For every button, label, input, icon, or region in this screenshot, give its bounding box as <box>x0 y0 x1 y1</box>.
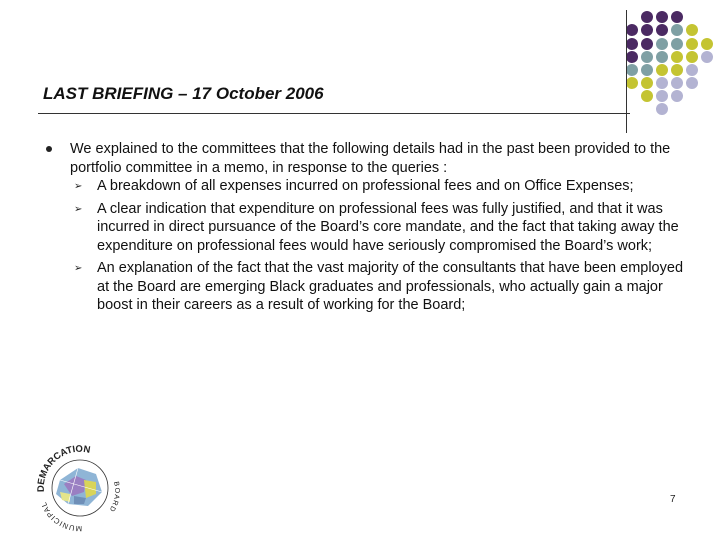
decor-dot <box>656 64 668 76</box>
vertical-divider <box>626 10 627 133</box>
decor-dot <box>656 77 668 89</box>
decor-dot <box>701 51 713 63</box>
decor-dot <box>656 38 668 50</box>
decor-dot <box>641 11 653 23</box>
decor-dot <box>641 77 653 89</box>
decor-dot <box>671 77 683 89</box>
decor-dot <box>686 64 698 76</box>
decor-dot <box>656 11 668 23</box>
logo-right-text: BOARD <box>107 481 121 514</box>
decor-dot <box>641 24 653 36</box>
decor-dot <box>686 77 698 89</box>
decor-dot <box>671 24 683 36</box>
arrow-bullet-icon: ➢ <box>74 203 83 215</box>
decor-dot <box>686 38 698 50</box>
page-number: 7 <box>670 494 676 505</box>
main-bullet <box>44 140 684 177</box>
decor-dot <box>656 24 668 36</box>
sub-bullet-text: A breakdown of all expenses incurred on professional fees and on Office Expenses; <box>97 178 634 194</box>
decor-dot <box>641 51 653 63</box>
main-bullet-text: We explained to the committees that the following details had in the past been provided to the portfolio committee in a memo, in response to the queries : <box>70 141 671 176</box>
decor-dot <box>671 64 683 76</box>
decor-dot <box>656 51 668 63</box>
decor-dot <box>671 38 683 50</box>
decor-dot <box>671 11 683 23</box>
demarcation-board-logo <box>30 440 130 532</box>
decor-dot <box>626 77 638 89</box>
sub-bullet-text: An explanation of the fact that the vast majority of the consultants that have been employed at the Board are emerging Black graduates and professionals, who actually gain a major boost in their careers as a result of working for the Board; <box>97 260 684 313</box>
slide-body <box>44 140 684 315</box>
logo-left-text: MUNICIPAL <box>38 500 83 532</box>
arrow-bullet-icon: ➢ <box>74 263 83 274</box>
decor-dot <box>626 51 638 63</box>
decor-dot <box>686 24 698 36</box>
sub-bullet-3 <box>44 259 684 315</box>
decor-dot <box>641 64 653 76</box>
decor-dot <box>686 51 698 63</box>
arrow-bullet-icon: ➢ <box>74 181 83 192</box>
sub-bullet-1 <box>44 177 684 196</box>
decorative-dot-grid <box>0 0 720 130</box>
decor-dot <box>626 38 638 50</box>
sub-bullet-text: A clear indication that expenditure on professional fees was fully justified, and that it was incurred in direct pursuance of the Board’s core mandate, and the fact that taking away the expenditure on professional fees would have seriously compromised the Board’s work; <box>97 200 679 254</box>
bullet-dot-icon <box>46 146 52 152</box>
decor-dot <box>641 90 653 102</box>
decor-dot <box>626 64 638 76</box>
title-underline <box>38 113 630 114</box>
sub-bullet-2 <box>44 200 684 256</box>
slide-title: LAST BRIEFING – 17 October 2006 <box>43 84 324 103</box>
logo-top-text: DEMARCATION <box>35 443 92 493</box>
decor-dot <box>641 38 653 50</box>
decor-dot <box>656 103 668 115</box>
decor-dot <box>626 24 638 36</box>
decor-dot <box>671 90 683 102</box>
decor-dot <box>671 51 683 63</box>
decor-dot <box>656 90 668 102</box>
decor-dot <box>701 38 713 50</box>
